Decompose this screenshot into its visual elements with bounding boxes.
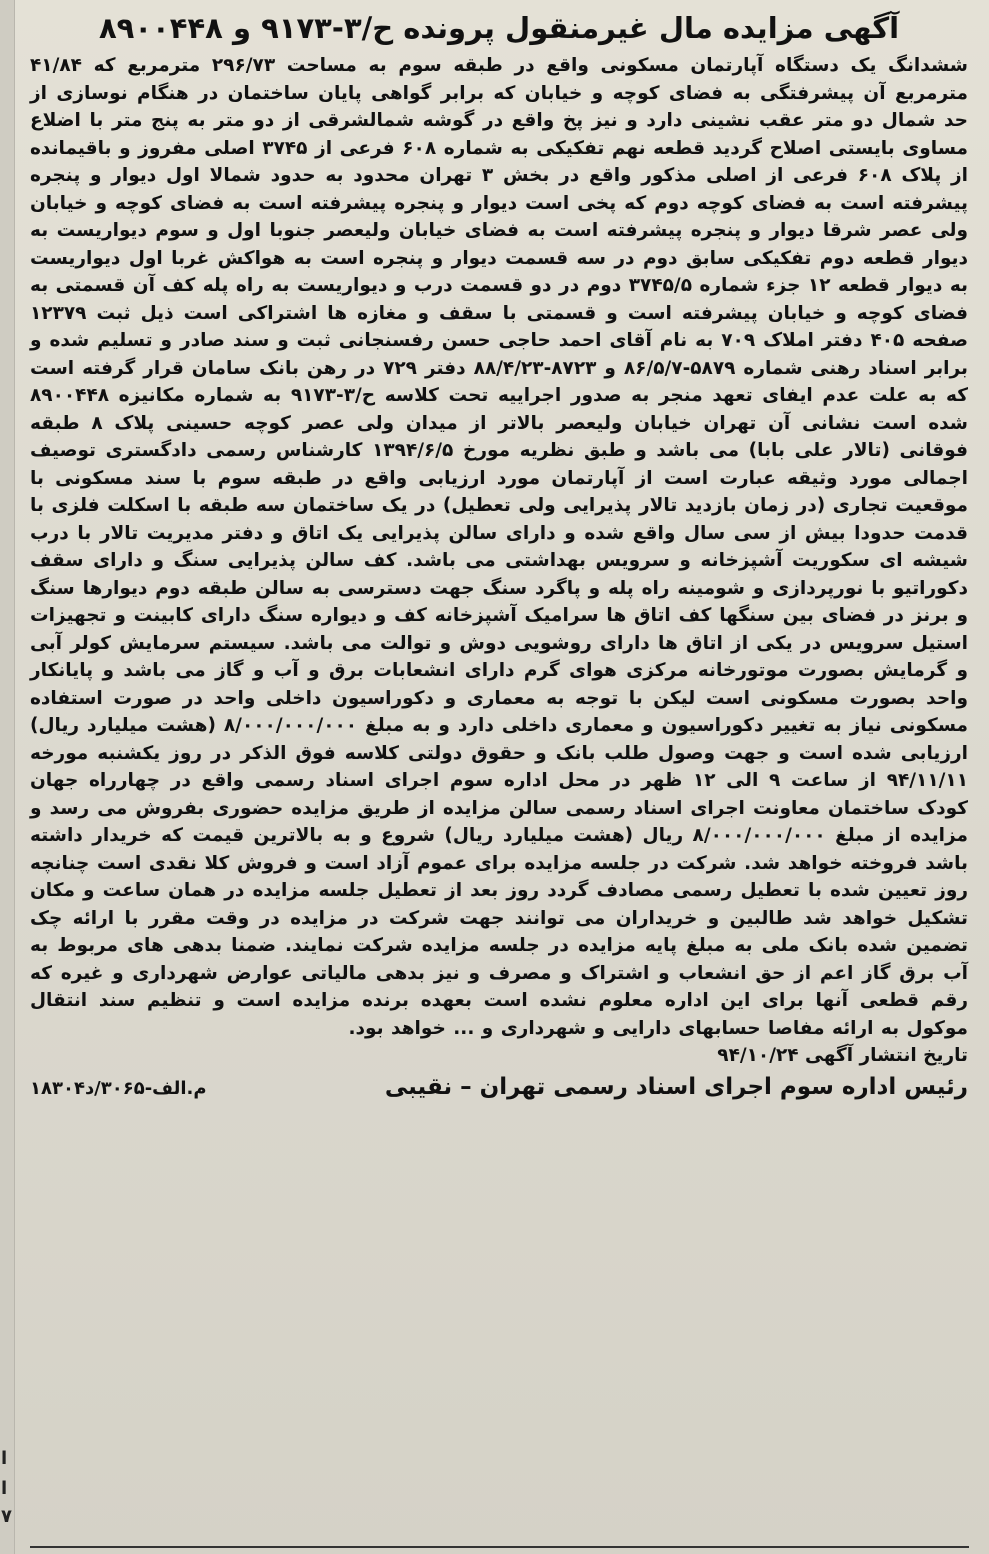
publish-date: ۹۴/۱۰/۲۴: [717, 1045, 799, 1066]
notice-headline: آگهی مزایده مال غیرمنقول پرونده ح/۳-۹۱۷۳ و ۸۹۰۰۴۴۸: [98, 11, 900, 45]
publish-date-line: [30, 1042, 968, 1070]
signature-row: [30, 1074, 968, 1100]
notice-footer: [30, 1042, 968, 1100]
reference-code: ۱۸۳۰۴م.الف-۳۰۶۵/د: [30, 1078, 207, 1099]
bottom-rule: [30, 1546, 969, 1548]
publish-date-label: تاریخ انتشار آگهی: [805, 1045, 968, 1066]
signature: رئیس اداره سوم اجرای اسناد رسمی تهران – نقیبی: [384, 1074, 968, 1100]
edge-fragment: ا: [1, 1448, 8, 1469]
notice-body: ششدانگ یک دستگاه آپارتمان مسکونی واقع در طبقه سوم به مساحت ۲۹۶/۷۳ مترمربع که ۴۱/۸۴ مترمربع آن پیشرفتگی به فضای کوچه و خیابان که برابر گواهی پایان ساختمان در هنگام نوسازی از حد شمال دو متر عقب نشینی دارد و نیز پخ واقع در گوشه شمالشرقی از دو متر به پنج متر با اضلاع مساوی بایستی اصلاح گردید قطعه نهم تفکیکی به شماره ۶۰۸ فرعی از ۳۷۴۵ اصلی مفروز و باقیمانده از پلاک ۶۰۸ فرعی از اصلی مذکور واقع در بخش ۳ تهران محدود به حدود شمالا اول دیوار و پنجره پیشرفته است به فضای کوچه دوم که پخی است دیوار و پنجره پیشرفته است به فضای کوچه و خیابان ولی عصر شرقا دیوار و پنجره پیشرفته است به فضای خیابان ولیعصر جنوبا اول و سوم دیواریست به دیوار قطعه دوم تفکیکی سابق دوم در سه قسمت دیوار و پنجره است به هواکش غربا اول دیواریست به دیوار قطعه ۱۲ جزء شماره ۳۷۴۵/۵ دوم در دو قسمت درب و دیواریست به راه پله کف آن قسمتی به فضای کوچه و خیابان پیشرفته است و قسمتی با سقف و مغازه ها اشتراکی است ذیل ثبت ۱۲۳۷۹ صفحه ۴۰۵ دفتر املاک ۷۰۹ به نام آقای احمد حاجی حسن رفسنجانی ثبت و سند صادر و تسلیم شده و برابر اسناد رهنی شماره ۵۸۷۹-۸۶/۵/۷ و ۸۷۲۳-۸۸/۴/۲۳ دفتر ۷۲۹ در رهن بانک سامان قرار گرفته است که به علت عدم ایفای تعهد منجر به صدور اجراییه تحت کلاسه ح/۳-۹۱۷۳ به شماره مکانیزه ۸۹۰۰۴۴۸ شده است نشانی آن تهران خیابان ولیعصر بالاتر از میدان ولی عصر کوچه حسینی پلاک ۸ طبقه فوقانی (تالار علی بابا) می باشد و طبق نظریه مورخ ۱۳۹۴/۶/۵ کارشناس رسمی دادگستری توصیف اجمالی مورد وثیقه عبارت است از آپارتمان مورد ارزیابی واقع در طبقه سوم با سند مسکونی با موقعیت تجاری (در زمان بازدید تالار پذیرایی ولی تعطیل) در یک ساختمان سه طبقه با اسکلت فلزی با قدمت حدودا بیش از سی سال واقع شده و دارای سالن پذیرایی یک اتاق و دفتر مدیریت تالار با درب شیشه ای سکوریت آشپزخانه و سرویس بهداشتی می باشد. کف سالن پذیرایی سنگ و دارای سقف دکوراتیو با نورپردازی و شومینه راه پله و پاگرد سنگ جهت دسترسی به سالن طبقه دوم دیوارها سنگ و برنز در فضای بین سنگها کف اتاق ها سرامیک آشپزخانه کف و دیواره سنگ دارای کابینت و تجهیزات استیل سرویس در یکی از اتاق ها دارای روشویی دوش و توالت می باشد. سیستم سرمایش کولر آبی و گرمایش بصورت موتورخانه مرکزی هوای گرم دارای انشعابات برق و آب و گاز می باشد و پایانکار واحد بصورت مسکونی است لیکن با توجه به معماری و دکوراسیون داخلی واحد در صورت استفاده مسکونی نیاز به تغییر دکوراسیون و معماری داخلی دارد و به مبلغ ۸/۰۰۰/۰۰۰/۰۰۰ (هشت میلیارد ریال) ارزیابی شده است و جهت وصول طلب بانک و حقوق دولتی کلاسه فوق الذکر در روز یکشنبه مورخه ۹۴/۱۱/۱۱ از ساعت ۹ الی ۱۲ ظهر در محل اداره سوم اجرای اسناد رسمی واقع در چهارراه جهان کودک ساختمان معاونت اجرای اسناد رسمی سالن مزایده از طریق مزایده حضوری بفروش می رسد و مزایده از مبلغ ۸/۰۰۰/۰۰۰/۰۰۰ ریال (هشت میلیارد ریال) شروع و به بالاترین قیمت که خریدار داشته باشد فروخته خواهد شد. شرکت در جلسه مزایده برای عموم آزاد است و فروش کلا نقدی است چنانچه روز تعیین شده با تعطیل رسمی مصادف گردد روز بعد از تعطیل جلسه مزایده در همان ساعت و مکان تشکیل خواهد شد طالبین و خریداران می توانند جهت شرکت در مزایده در وقت مقرر با ارائه چک تضمین شده بانک ملی به مبلغ پایه مزایده در جلسه مزایده شرکت نمایند. ضمنا بدهی های مربوط به آب برق گاز اعم از حق انشعاب و اشتراک و مصرف و نیز بدهی مالیاتی عوارض شهرداری و غیره که رقم قطعی آنها برای این اداره معلوم نشده است بعهده برنده مزایده است و تنظیم سند انتقال موکول به ارائه مفاصا حسابهای دارایی و شهرداری و ... خواهد بود.: [30, 55, 969, 1039]
edge-fragment: ا: [1, 1478, 8, 1499]
auction-notice: [30, 8, 968, 1548]
edge-fragment: ۷: [1, 1506, 12, 1527]
adjacent-column-edge: [0, 0, 15, 1554]
